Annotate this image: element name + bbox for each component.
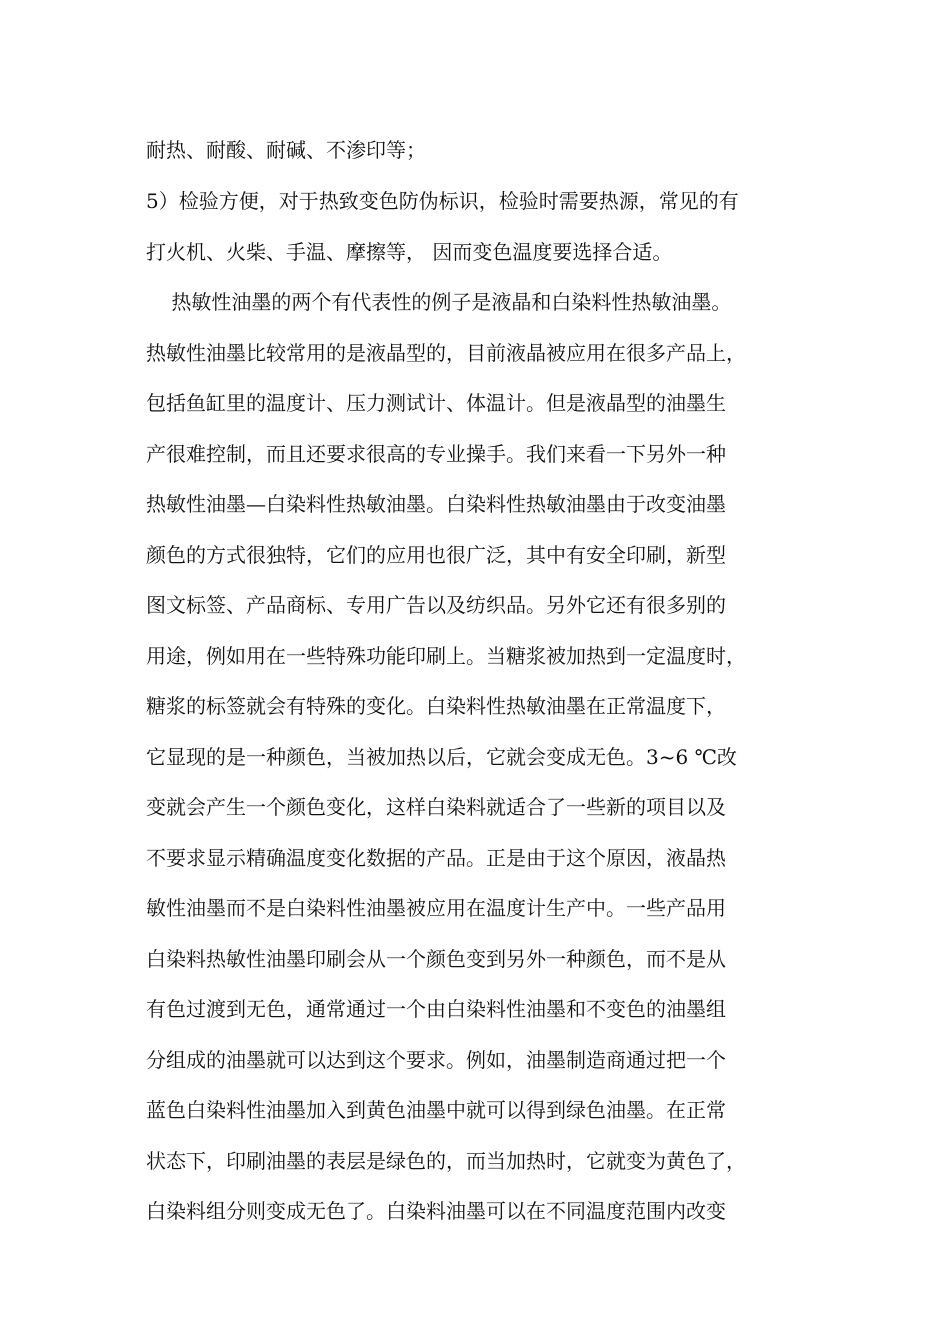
text-line: 5）检验方便，对于热致变色防伪标识，检验时需要热源，常见的有 — [146, 189, 739, 213]
text-line: 敏性油墨而不是白染料性油墨被应用在温度计生产中。一些产品用 — [146, 896, 726, 920]
text-line: 包括鱼缸里的温度计、压力测试计、体温计。但是液晶型的油墨生 — [146, 391, 726, 415]
text-line: 白染料热敏性油墨印刷会从一个颜色变到另外一种颜色，而不是从 — [146, 947, 726, 971]
text-line: 用途，例如用在一些特殊功能印刷上。当糖浆被加热到一定温度时， — [146, 644, 746, 668]
text-line: 不要求显示精确温度变化数据的产品。正是由于这个原因，液晶热 — [146, 846, 726, 870]
text-line: 状态下，印刷油墨的表层是绿色的，而当加热时，它就变为黄色了， — [146, 1149, 746, 1173]
text-line: 热敏性油墨的两个有代表性的例子是液晶和白染料性热敏油墨。 — [146, 290, 732, 314]
text-line: 热敏性油墨—白染料性热敏油墨。白染料性热敏油墨由于改变油墨 — [146, 492, 726, 516]
text-line: 热敏性油墨比较常用的是液晶型的，目前液晶被应用在很多产品上， — [146, 341, 746, 365]
text-line: 它显现的是一种颜色，当被加热以后，它就会变成无色。3~6 ℃改 — [146, 745, 737, 769]
text-line: 打火机、火柴、手温、摩擦等， 因而变色温度要选择合适。 — [146, 240, 673, 264]
text-line: 颜色的方式很独特，它们的应用也很广泛，其中有安全印刷，新型 — [146, 543, 726, 567]
text-line: 分组成的油墨就可以达到这个要求。例如，油墨制造商通过把一个 — [146, 1048, 726, 1072]
text-line: 产很难控制，而且还要求很高的专业操手。我们来看一下另外一种 — [146, 442, 726, 466]
text-line: 图文标签、产品商标、专用广告以及纺织品。另外它还有很多别的 — [146, 593, 726, 617]
text-line: 蓝色白染料性油墨加入到黄色油墨中就可以得到绿色油墨。在正常 — [146, 1098, 726, 1122]
text-line: 白染料组分则变成无色了。白染料油墨可以在不同温度范围内改变 — [146, 1199, 726, 1223]
text-line: 变就会产生一个颜色变化，这样白染料就适合了一些新的项目以及 — [146, 795, 726, 819]
text-line: 糖浆的标签就会有特殊的变化。白染料性热敏油墨在正常温度下， — [146, 694, 726, 718]
text-line: 有色过渡到无色，通常通过一个由白染料性油墨和不变色的油墨组 — [146, 997, 726, 1021]
text-line: 耐热、耐酸、耐碱、不渗印等； — [146, 138, 426, 162]
